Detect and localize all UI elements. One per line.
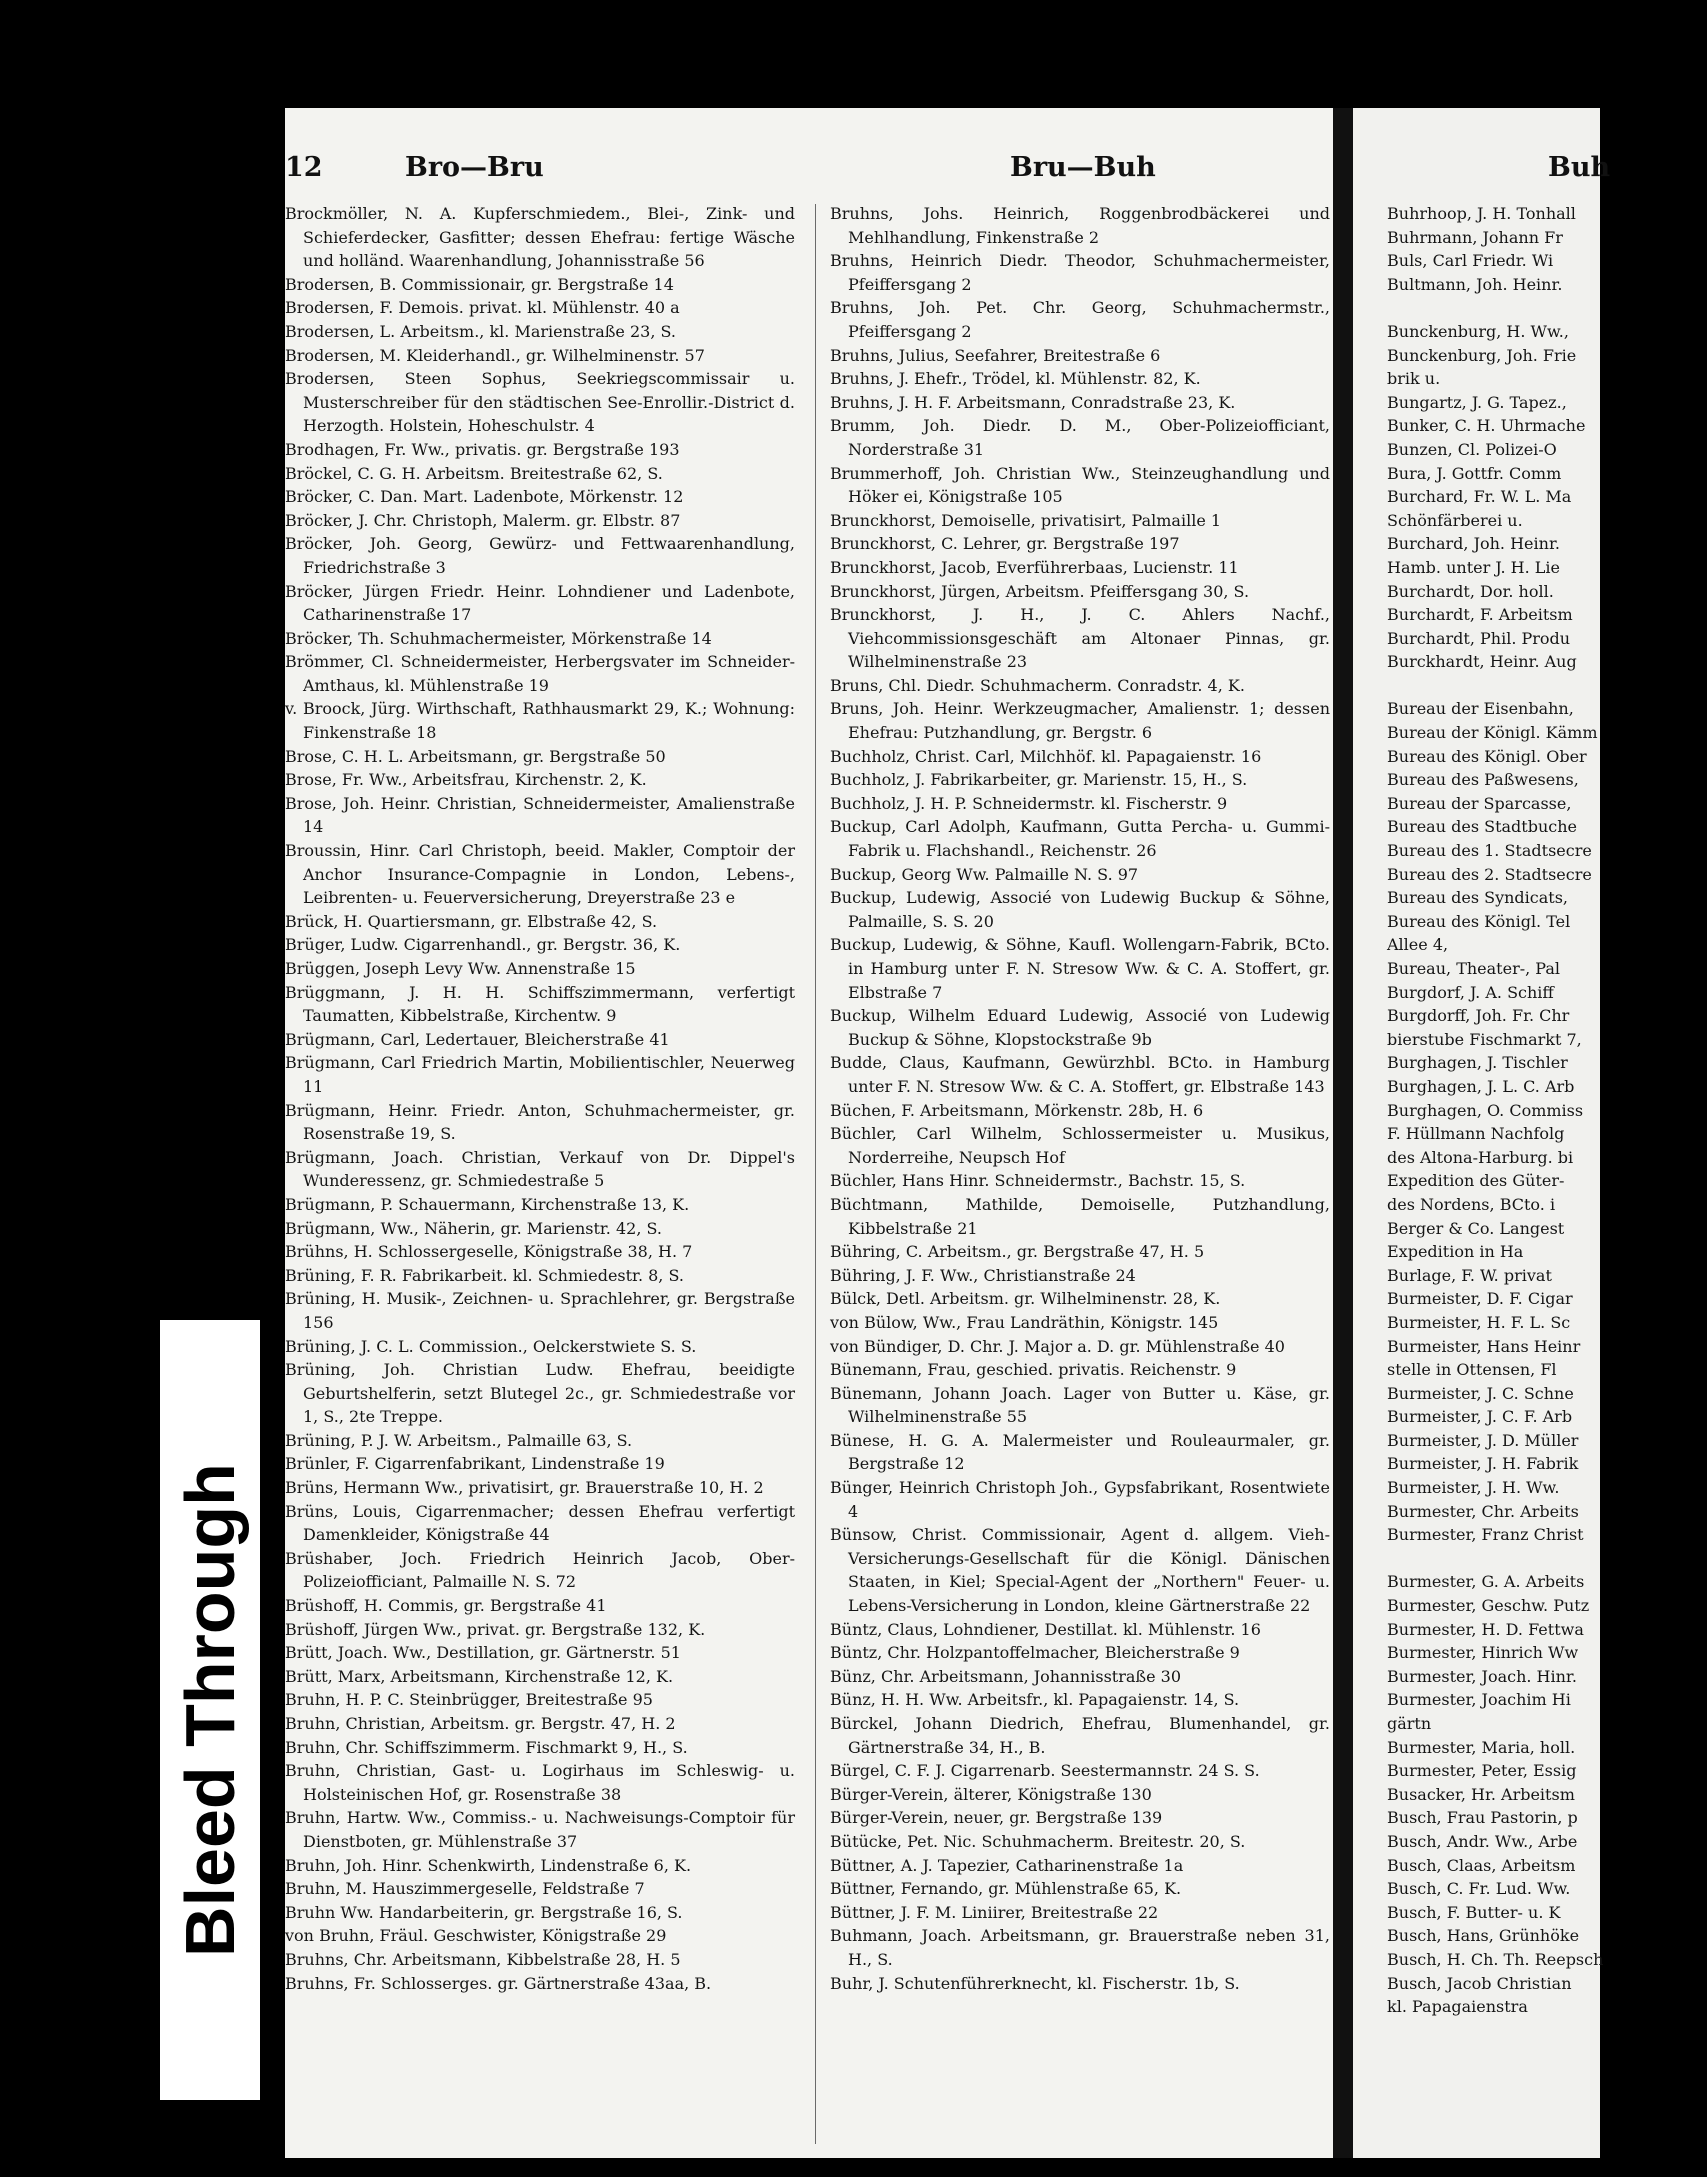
next-page-entry: Buls, Carl Friedr. Wi — [1387, 251, 1554, 271]
next-page-entry: Burmeister, D. F. Cigar — [1387, 1289, 1573, 1309]
directory-entry: Bruhns, Heinrich Diedr. Theodor, Schuhmachermeister, Pfeiffersgang 2 — [830, 251, 1330, 294]
directory-entry: Brügmann, Joach. Christian, Verkauf von Dr. Dippel's Wunderessenz, gr. Schmiedestraße 5 — [285, 1147, 795, 1191]
directory-entry: Brodersen, L. Arbeitsm., kl. Marienstraße 23, S. — [285, 321, 676, 341]
directory-entry: Brunckhorst, Jacob, Everführerbaas, Lucienstr. 11 — [830, 557, 1239, 577]
directory-entry: Brumm, Joh. Diedr. D. M., Ober-Polizeiofficiant, Norderstraße 31 — [830, 416, 1330, 459]
column-divider — [815, 204, 816, 2144]
directory-entry: Brose, C. H. L. Arbeitsmann, gr. Bergstraße 50 — [285, 746, 666, 766]
next-page-entry: stelle in Ottensen, Fl — [1387, 1360, 1557, 1380]
next-page-entry: Bura, J. Gottfr. Comm — [1387, 463, 1562, 483]
next-page-entry: Bureau des 2. Stadtsecre — [1387, 864, 1592, 884]
next-page-entry: Burmester, G. A. Arbeits — [1387, 1572, 1585, 1592]
directory-entry: Bruhn, H. P. C. Steinbrügger, Breitestraße 95 — [285, 1690, 653, 1710]
directory-entry: Bürgel, C. F. J. Cigarrenarb. Seestermannstr. 24 S. S. — [830, 1761, 1260, 1781]
directory-entry: Bülck, Detl. Arbeitsm. gr. Wilhelminenstr. 28, K. — [830, 1289, 1221, 1309]
directory-entry: Brodersen, Steen Sophus, Seekriegscommissair u. Musterschreiber für den städtischen See-Enrollir.-District d. Herzogth. Holstein, Hoheschulstr. 4 — [285, 369, 795, 436]
directory-entry: Bruhns, Chr. Arbeitsmann, Kibbelstraße 28, H. 5 — [285, 1949, 681, 1969]
next-page-entry: Burghagen, O. Commiss — [1387, 1100, 1584, 1120]
directory-entry: Bruns, Chl. Diedr. Schuhmacherm. Conradstr. 4, K. — [830, 675, 1245, 695]
directory-entry: Büchen, F. Arbeitsmann, Mörkenstr. 28b, H. 6 — [830, 1100, 1204, 1120]
next-page-entry: gärtn — [1387, 1714, 1432, 1733]
next-page-entry: Busch, Hans, Grünhöke — [1387, 1926, 1580, 1946]
directory-entry: Bröckel, C. G. H. Arbeitsm. Breitestraße 62, S. — [285, 463, 663, 483]
left-column — [285, 202, 795, 1995]
next-page-entry: Bureau, Theater-, Pal — [1387, 959, 1561, 978]
page-number: 12 — [285, 152, 323, 183]
directory-entry: Brockmöller, N. A. Kupferschmiedem., Blei-, Zink- und Schieferdecker, Gasfitter; dessen Ehefrau: fertige Wäsche und holländ. Waarenhandlung, Johannisstraße 56 — [285, 204, 795, 271]
directory-entry: Bruhns, J. Ehefr., Trödel, kl. Mühlenstr. 82, K. — [830, 369, 1201, 389]
directory-entry: Brütt, Joach. Ww., Destillation, gr. Gärtnerstr. 51 — [285, 1643, 681, 1663]
next-page-entry: Busch, F. Butter- u. K — [1387, 1902, 1561, 1922]
next-page-entry: Burmester, Chr. Arbeits — [1387, 1501, 1579, 1521]
next-page-entry: kl. Papagaienstra — [1387, 1997, 1528, 2017]
directory-entry: Brüshoff, H. Commis, gr. Bergstraße 41 — [285, 1596, 607, 1616]
next-page-entry: Buhrhoop, J. H. Tonhall — [1387, 204, 1576, 223]
directory-entry: von Bruhn, Fräul. Geschwister, Königstraße 29 — [285, 1926, 667, 1946]
directory-entry: Broussin, Hinr. Carl Christoph, beeid. Makler, Comptoir der Anchor Insurance-Compagnie in London, Lebens-, Leibrenten- u. Feuerversicherung, Dreyerstraße 23 e — [285, 841, 795, 908]
next-page-entry: Bunckenburg, Joh. Frie — [1387, 345, 1577, 365]
directory-entry: Bruhns, Julius, Seefahrer, Breitestraße 6 — [830, 345, 1161, 365]
directory-entry: Brück, H. Quartiersmann, gr. Elbstraße 42, S. — [285, 911, 658, 931]
next-page-entry: Bureau des Königl. Ober — [1387, 746, 1587, 766]
directory-entry: Brüshaber, Joch. Friedrich Heinrich Jacob, Ober-Polizeiofficiant, Palmaille N. S. 72 — [285, 1548, 795, 1592]
next-page-entry: Burmester, Geschw. Putz — [1387, 1596, 1590, 1616]
directory-entry: Buckup, Georg Ww. Palmaille N. S. 97 — [830, 864, 1139, 884]
next-page-entry: Burmeister, J. H. Ww. — [1387, 1478, 1560, 1498]
directory-entry: Buckup, Wilhelm Eduard Ludewig, Associé von Ludewig Buckup & Söhne, Klopstockstraße 9b — [830, 1006, 1330, 1049]
next-page-entry: bierstube Fischmarkt 7, — [1387, 1029, 1582, 1049]
directory-entry: Buckup, Carl Adolph, Kaufmann, Gutta Percha- u. Gummi-Fabrik u. Flachshandl., Reichenstr. 26 — [830, 817, 1330, 861]
next-page-entry — [1387, 1547, 1707, 1571]
directory-entry: Büchler, Hans Hinr. Schneidermstr., Bachstr. 15, S. — [830, 1171, 1246, 1191]
next-page-entry: Expedition des Güter- — [1387, 1171, 1565, 1191]
next-page-entry: Burmeister, J. C. F. Arb — [1387, 1407, 1573, 1427]
next-page-entry: Bungartz, J. G. Tapez., — [1387, 392, 1567, 412]
directory-entry: Brodhagen, Fr. Ww., privatis. gr. Bergstraße 193 — [285, 439, 680, 459]
next-page-entry: Busacker, Hr. Arbeitsm — [1387, 1784, 1575, 1804]
next-page-entry: Burmester, Maria, holl. — [1387, 1737, 1576, 1757]
directory-entry: Bruhn, M. Hauszimmergeselle, Feldstraße 7 — [285, 1879, 645, 1899]
directory-entry: Brüggmann, J. H. H. Schiffszimmermann, verfertigt Taumatten, Kibbelstraße, Kirchentw. 9 — [285, 982, 795, 1026]
directory-entry: Buhmann, Joach. Arbeitsmann, gr. Brauerstraße neben 31, H., S. — [830, 1926, 1330, 1969]
directory-entry: Bünz, Chr. Arbeitsmann, Johannisstraße 30 — [830, 1666, 1181, 1686]
directory-entry: Brüning, P. J. W. Arbeitsm., Palmaille 63, S. — [285, 1430, 633, 1450]
next-page-entry: Burmeister, J. H. Fabrik — [1387, 1454, 1579, 1474]
directory-entry: Bröcker, Jürgen Friedr. Heinr. Lohndiener und Ladenbote, Catharinenstraße 17 — [285, 581, 795, 625]
directory-entry: Bünz, H. H. Ww. Arbeitsfr., kl. Papagaienstr. 14, S. — [830, 1690, 1240, 1710]
directory-entry: Büntz, Chr. Holzpantoffelmacher, Bleicherstraße 9 — [830, 1643, 1240, 1663]
directory-entry: Brömmer, Cl. Schneidermeister, Herbergsvater im Schneider-Amthaus, kl. Mühlenstraße 19 — [285, 652, 795, 695]
next-page-column — [1387, 202, 1707, 2019]
directory-entry: Büchler, Carl Wilhelm, Schlossermeister u. Musikus, Norderreihe, Neupsch Hof — [830, 1124, 1330, 1167]
header-right-range: Bru—Buh — [1010, 152, 1156, 183]
directory-entry: Brüning, J. C. L. Commission., Oelckerstwiete S. S. — [285, 1336, 697, 1356]
next-page-entry: Burmester, Franz Christ — [1387, 1525, 1584, 1545]
directory-entry: Bünsow, Christ. Commissionair, Agent d. allgem. Vieh-Versicherungs-Gesellschaft für die Königl. Dänischen Staaten, in Kiel; Special-Agent der „Northern" Feuer- u. Lebens-Versicherung in London, kleine Gärtnerstraße 22 — [830, 1525, 1330, 1616]
directory-entry: Bünese, H. G. A. Malermeister und Rouleaurmaler, gr. Bergstraße 12 — [830, 1430, 1330, 1474]
next-page-entry: Burgdorf, J. A. Schiff — [1387, 982, 1554, 1002]
directory-entry: Buchholz, J. Fabrikarbeiter, gr. Marienstr. 15, H., S. — [830, 770, 1248, 790]
directory-entry: Brüshoff, Jürgen Ww., privat. gr. Bergstraße 132, K. — [285, 1619, 706, 1639]
next-page-entry: Bunker, C. H. Uhrmache — [1387, 416, 1586, 436]
next-page-entry: Burmester, Hinrich Ww — [1387, 1643, 1579, 1663]
directory-entry: Büntz, Claus, Lohndiener, Destillat. kl. Mühlenstr. 16 — [830, 1619, 1261, 1639]
directory-entry: Bröcker, Joh. Georg, Gewürz- und Fettwaarenhandlung, Friedrichstraße 3 — [285, 534, 795, 577]
next-page-entry: Burckhardt, Heinr. Aug — [1387, 652, 1577, 672]
next-page-entry: Burmeister, J. C. Schne — [1387, 1383, 1574, 1403]
directory-entry: Bruhn, Christian, Arbeitsm. gr. Bergstr. 47, H. 2 — [285, 1714, 676, 1733]
directory-entry: Brühns, H. Schlossergeselle, Königstraße 38, H. 7 — [285, 1242, 693, 1262]
directory-entry: Brunckhorst, Jürgen, Arbeitsm. Pfeiffersgang 30, S. — [830, 581, 1250, 601]
directory-entry: Brügmann, P. Schauermann, Kirchenstraße 13, K. — [285, 1194, 690, 1214]
directory-entry: Brüning, F. R. Fabrikarbeit. kl. Schmiedestr. 8, S. — [285, 1265, 684, 1285]
header-left-range: Bro—Bru — [405, 152, 544, 183]
directory-entry: Bürckel, Johann Diedrich, Ehefrau, Blumenhandel, gr. Gärtnerstraße 34, H., B. — [830, 1714, 1330, 1757]
directory-entry: Bühring, J. F. Ww., Christianstraße 24 — [830, 1265, 1136, 1285]
next-page-entry: Busch, Andr. Ww., Arbe — [1387, 1831, 1578, 1851]
next-page-header: Buh — [1548, 152, 1611, 183]
directory-entry: Bruns, Joh. Heinr. Werkzeugmacher, Amalienstr. 1; dessen Ehefrau: Putzhandlung, gr. Bergstr. 6 — [830, 699, 1330, 743]
next-page-entry: des Altona-Harburg. bi — [1387, 1147, 1574, 1167]
next-page-entry: Busch, H. Ch. Th. Reepsch — [1387, 1949, 1604, 1969]
directory-entry: Büchtmann, Mathilde, Demoiselle, Putzhandlung, Kibbelstraße 21 — [830, 1194, 1330, 1238]
directory-entry: Brüning, H. Musik-, Zeichnen- u. Sprachlehrer, gr. Bergstraße 156 — [285, 1289, 795, 1332]
next-page-entry: Bureau des Syndicats, — [1387, 888, 1569, 908]
directory-entry: Büttner, Fernando, gr. Mühlenstraße 65, K. — [830, 1879, 1182, 1899]
next-page-entry: Burchardt, Phil. Produ — [1387, 628, 1571, 648]
book-gutter — [1333, 108, 1353, 2158]
next-page-entry: Buhrmann, Johann Fr — [1387, 227, 1563, 247]
directory-entry: Bruhn, Chr. Schiffszimmerm. Fischmarkt 9, H., S. — [285, 1737, 688, 1757]
next-page-entry: Busch, Frau Pastorin, p — [1387, 1808, 1578, 1828]
directory-entry: Brüger, Ludw. Cigarrenhandl., gr. Bergstr. 36, K. — [285, 935, 681, 955]
next-page-entry: Bunzen, Cl. Polizei-O — [1387, 439, 1557, 459]
directory-entry: Brose, Joh. Heinr. Christian, Schneidermeister, Amalienstraße 14 — [285, 793, 795, 837]
directory-entry: Bruhns, J. H. F. Arbeitsmann, Conradstraße 23, K. — [830, 392, 1236, 412]
next-page — [1353, 108, 1611, 2158]
directory-entry: Brunckhorst, J. H., J. C. Ahlers Nachf., Viehcommissionsgeschäft am Altonaer Pinnas, gr. Wilhelminenstraße 23 — [830, 605, 1330, 672]
directory-entry: Buchholz, Christ. Carl, Milchhöf. kl. Papagaienstr. 16 — [830, 746, 1262, 766]
directory-entry: Bürger-Verein, älterer, Königstraße 130 — [830, 1784, 1152, 1804]
directory-entry: Brüning, Joh. Christian Ludw. Ehefrau, beeidigte Geburtshelferin, setzt Blutegel 2c., gr. Schmiedestraße vor 1, S., 2te Treppe. — [285, 1360, 795, 1427]
next-page-entry: Burmeister, H. F. L. Sc — [1387, 1312, 1571, 1332]
next-page-entry: Burgdorff, Joh. Fr. Chr — [1387, 1006, 1570, 1026]
directory-entry: Brodersen, F. Demois. privat. kl. Mühlenstr. 40 a — [285, 298, 680, 318]
next-page-entry: Bureau des 1. Stadtsecre — [1387, 841, 1592, 861]
next-page-entry: F. Hüllmann Nachfolg — [1387, 1124, 1565, 1144]
next-page-entry: Burghagen, J. L. C. Arb — [1387, 1076, 1575, 1096]
directory-entry: Brüns, Louis, Cigarrenmacher; dessen Ehefrau verfertigt Damenkleider, Königstraße 44 — [285, 1501, 795, 1545]
directory-entry: Brunckhorst, Demoiselle, privatisirt, Palmaille 1 — [830, 510, 1222, 530]
directory-entry: Bürger-Verein, neuer, gr. Bergstraße 139 — [830, 1808, 1163, 1828]
directory-entry: Bruhn, Hartw. Ww., Commiss.- u. Nachweisungs-Comptoir für Dienstboten, gr. Mühlenstraße 37 — [285, 1808, 795, 1851]
next-page-entry: brik u. — [1387, 369, 1441, 389]
directory-entry: Brünler, F. Cigarrenfabrikant, Lindenstraße 19 — [285, 1454, 665, 1474]
directory-entry: Brodersen, B. Commissionair, gr. Bergstraße 14 — [285, 274, 674, 294]
directory-entry: Bruhn, Christian, Gast- u. Logirhaus im Schleswig- u. Holsteinischen Hof, gr. Rosenstraße 38 — [285, 1761, 795, 1804]
next-page-entry: Schönfärberei u. — [1387, 510, 1523, 530]
directory-entry: Bünemann, Frau, geschied. privatis. Reichenstr. 9 — [830, 1360, 1237, 1380]
directory-entry: v. Broock, Jürg. Wirthschaft, Rathhausmarkt 29, K.; Wohnung: Finkenstraße 18 — [285, 699, 795, 743]
directory-entry: Brummerhoff, Joh. Christian Ww., Steinzeughandlung und Höker ei, Königstraße 105 — [830, 463, 1330, 507]
directory-entry: Brodersen, M. Kleiderhandl., gr. Wilhelminenstr. 57 — [285, 345, 705, 365]
next-page-entry: Busch, Claas, Arbeitsm — [1387, 1855, 1576, 1875]
next-page-entry: Burmester, Peter, Essig — [1387, 1761, 1577, 1781]
next-page-entry: Burmester, Joach. Hinr. — [1387, 1666, 1577, 1686]
next-page-entry — [1387, 296, 1707, 320]
directory-entry: Brügmann, Heinr. Friedr. Anton, Schuhmachermeister, gr. Rosenstraße 19, S. — [285, 1100, 795, 1144]
directory-entry: Brüggen, Joseph Levy Ww. Annenstraße 15 — [285, 959, 636, 978]
next-page-entry: Bureau des Königl. Tel — [1387, 911, 1571, 931]
directory-entry: Bröcker, J. Chr. Christoph, Malerm. gr. Elbstr. 87 — [285, 510, 681, 530]
next-page-entry: Expedition in Ha — [1387, 1242, 1524, 1262]
directory-entry: Bruhn, Joh. Hinr. Schenkwirth, Lindenstraße 6, K. — [285, 1855, 692, 1875]
next-page-entry: Burchardt, Dor. holl. — [1387, 581, 1554, 601]
directory-entry: von Bülow, Ww., Frau Landräthin, Königstr. 145 — [830, 1312, 1219, 1332]
next-page-entry: Busch, C. Fr. Lud. Ww. — [1387, 1879, 1571, 1899]
directory-entry: Bütücke, Pet. Nic. Schuhmacherm. Breitestr. 20, S. — [830, 1831, 1246, 1851]
directory-entry: Brüns, Hermann Ww., privatisirt, gr. Brauerstraße 10, H. 2 — [285, 1478, 764, 1498]
next-page-entry: Bureau der Eisenbahn, — [1387, 699, 1574, 719]
directory-entry: Buhr, J. Schutenführerknecht, kl. Fischerstr. 1b, S. — [830, 1973, 1240, 1993]
next-page-entry: Burchardt, F. Arbeitsm — [1387, 605, 1573, 625]
next-page-entry: Bunckenburg, H. Ww., — [1387, 321, 1569, 341]
next-page-entry: Burchard, Joh. Heinr. — [1387, 534, 1560, 554]
directory-entry: Budde, Claus, Kaufmann, Gewürzhbl. BCto. in Hamburg unter F. N. Stresow Ww. & C. A. Stoffert, gr. Elbstraße 143 — [830, 1053, 1330, 1096]
next-page-entry: Burghagen, J. Tischler — [1387, 1053, 1568, 1073]
next-page-entry: Bureau des Stadtbuche — [1387, 817, 1577, 837]
directory-entry: Bruhns, Joh. Pet. Chr. Georg, Schuhmachermstr., Pfeiffersgang 2 — [830, 298, 1330, 341]
bleed-through-label: Bleed Through — [171, 1463, 249, 1957]
next-page-entry: Bureau der Sparcasse, — [1387, 793, 1572, 813]
next-page-entry: Bureau des Paßwesens, — [1387, 770, 1579, 790]
directory-entry: Bruhns, Johs. Heinrich, Roggenbrodbäckerei und Mehlhandlung, Finkenstraße 2 — [830, 204, 1330, 247]
next-page-entry: Bureau der Königl. Kämm — [1387, 723, 1598, 743]
directory-entry: Büttner, A. J. Tapezier, Catharinenstraße 1a — [830, 1855, 1184, 1875]
directory-entry: Brunckhorst, C. Lehrer, gr. Bergstraße 197 — [830, 534, 1180, 554]
directory-entry: Buckup, Ludewig, & Söhne, Kaufl. Wollengarn-Fabrik, BCto. in Hamburg unter F. N. Stresow Ww. & C. A. Stoffert, gr. Elbstraße 7 — [830, 935, 1330, 1002]
directory-entry: Bünger, Heinrich Christoph Joh., Gypsfabrikant, Rosentwiete 4 — [830, 1478, 1330, 1521]
directory-entry: Bröcker, Th. Schuhmachermeister, Mörkenstraße 14 — [285, 628, 712, 648]
directory-entry: Büttner, J. F. M. Liniirer, Breitestraße 22 — [830, 1902, 1159, 1922]
directory-entry: Bruhns, Fr. Schlosserges. gr. Gärtnerstraße 43aa, B. — [285, 1973, 712, 1993]
next-page-entry: Burmester, H. D. Fettwa — [1387, 1619, 1584, 1639]
next-page-entry — [1387, 674, 1707, 698]
next-page-entry: Berger & Co. Langest — [1387, 1218, 1565, 1238]
directory-page — [285, 108, 1333, 2158]
next-page-entry: Burmeister, Hans Heinr — [1387, 1336, 1581, 1356]
directory-entry: Buckup, Ludewig, Associé von Ludewig Buckup & Söhne, Palmaille, S. S. 20 — [830, 888, 1330, 931]
next-page-entry: Burmester, Joachim Hi — [1387, 1690, 1571, 1710]
directory-entry: Brütt, Marx, Arbeitsmann, Kirchenstraße 12, K. — [285, 1666, 674, 1686]
directory-entry: Bühring, C. Arbeitsm., gr. Bergstraße 47, H. 5 — [830, 1242, 1205, 1262]
directory-entry: Buchholz, J. H. P. Schneidermstr. kl. Fischerstr. 9 — [830, 793, 1228, 813]
next-page-entry: Bultmann, Joh. Heinr. — [1387, 274, 1563, 294]
directory-entry: Bruhn Ww. Handarbeiterin, gr. Bergstraße 16, S. — [285, 1902, 683, 1922]
next-page-entry: Allee 4, — [1387, 935, 1449, 955]
next-page-entry: des Nordens, BCto. i — [1387, 1194, 1556, 1214]
next-page-entry: Burmeister, J. D. Müller — [1387, 1430, 1579, 1450]
next-page-entry: Burchard, Fr. W. L. Ma — [1387, 487, 1572, 507]
directory-entry: Brügmann, Ww., Näherin, gr. Marienstr. 42, S. — [285, 1218, 662, 1238]
next-page-entry: Hamb. unter J. H. Lie — [1387, 557, 1560, 577]
next-page-entry: Busch, Jacob Christian — [1387, 1973, 1572, 1993]
next-page-entry: Burlage, F. W. privat — [1387, 1265, 1552, 1285]
directory-entry: Bünemann, Johann Joach. Lager von Butter u. Käse, gr. Wilhelminenstraße 55 — [830, 1383, 1330, 1427]
right-column — [830, 202, 1330, 1995]
directory-entry: von Bündiger, D. Chr. J. Major a. D. gr. Mühlenstraße 40 — [830, 1336, 1285, 1356]
directory-entry: Brose, Fr. Ww., Arbeitsfrau, Kirchenstr. 2, K. — [285, 770, 647, 790]
directory-entry: Bröcker, C. Dan. Mart. Ladenbote, Mörkenstr. 12 — [285, 487, 684, 507]
directory-entry: Brügmann, Carl Friedrich Martin, Mobilientischler, Neuerweg 11 — [285, 1053, 795, 1096]
directory-entry: Brügmann, Carl, Ledertauer, Bleicherstraße 41 — [285, 1029, 670, 1049]
